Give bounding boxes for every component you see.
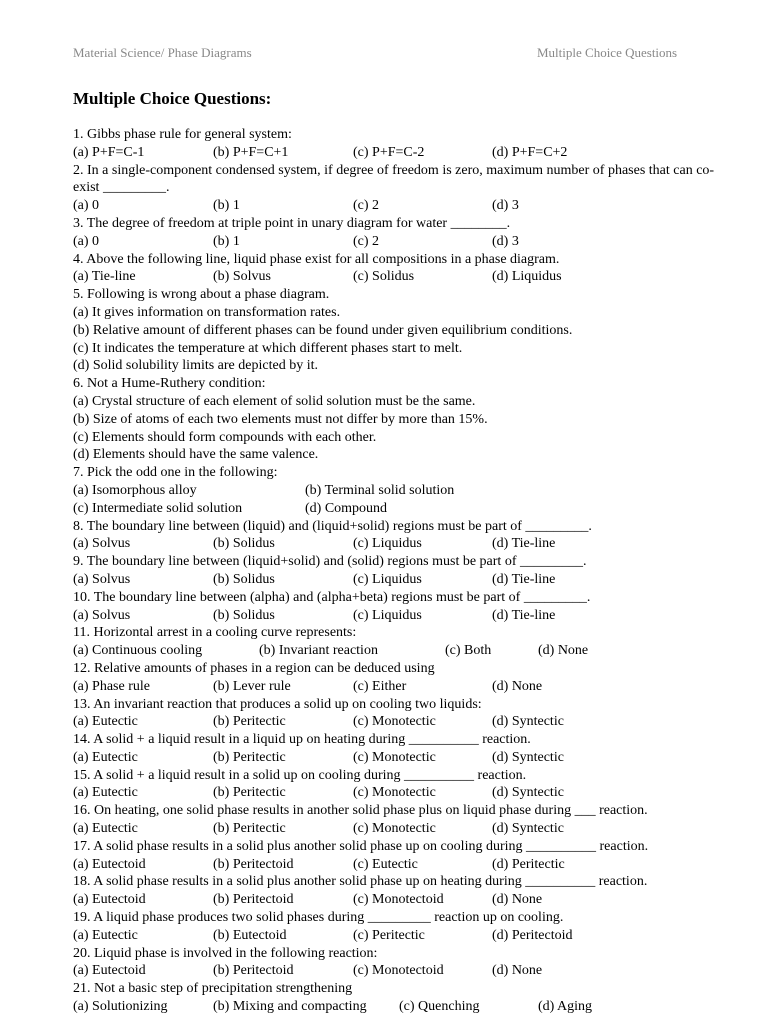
option: (d) Peritectoid — [492, 927, 573, 943]
option: (b) 1 — [213, 233, 240, 249]
option: (c) Monotectic — [353, 821, 436, 837]
option-row — [73, 500, 723, 518]
option-row — [73, 678, 723, 696]
option: (c) Both — [445, 643, 492, 659]
question-text: 18. A solid phase results in a solid plus another solid phase up on heating during __________ reaction. — [73, 874, 648, 890]
question-text: 8. The boundary line between (liquid) and (liquid+solid) regions must be part of _________. — [73, 518, 592, 534]
option: (d) Liquidus — [492, 269, 562, 285]
option: (b) Peritectic — [213, 821, 286, 837]
option: (a) Solutionizing — [73, 999, 168, 1015]
option: (a) Isomorphous alloy — [73, 482, 197, 498]
option-row — [73, 268, 723, 286]
option-row — [73, 784, 723, 802]
option: (d) None — [538, 643, 589, 659]
question-text: 12. Relative amounts of phases in a region can be deduced using — [73, 660, 435, 676]
option: (a) P+F=C-1 — [73, 144, 145, 160]
option-row — [73, 927, 723, 945]
option: (b) P+F=C+1 — [213, 144, 289, 160]
option: (d) Aging — [538, 999, 593, 1015]
option: (c) Liquidus — [353, 571, 422, 587]
question-text: 1. Gibbs phase rule for general system: — [73, 127, 292, 142]
option: (d) Syntectic — [492, 785, 564, 801]
option: (a) Tie-line — [73, 269, 136, 285]
option: (c) Intermediate solid solution — [73, 500, 243, 516]
option: (c) P+F=C-2 — [353, 144, 425, 160]
option: (b) Peritectic — [213, 785, 286, 801]
option: (b) Eutectoid — [213, 927, 287, 943]
option: (c) Monotectic — [353, 785, 436, 801]
option: (b) Relative amount of different phases can be found under given equilibrium conditions. — [73, 322, 573, 338]
option: (c) It indicates the temperature at which different phases start to melt. — [73, 340, 463, 356]
question-text: 10. The boundary line between (alpha) and (alpha+beta) regions must be part of _________. — [73, 589, 591, 605]
option: (a) Eutectoid — [73, 892, 146, 908]
option: (a) Crystal structure of each element of solid solution must be the same. — [73, 393, 476, 409]
option: (b) Mixing and compacting — [213, 999, 367, 1015]
option: (b) Lever rule — [213, 678, 291, 694]
option: (b) Terminal solid solution — [305, 482, 455, 498]
option: (a) 0 — [73, 198, 100, 214]
running-header-right: Multiple Choice Questions — [537, 45, 678, 60]
option-row — [73, 642, 723, 660]
option: (d) Compound — [305, 500, 388, 516]
option: (c) Eutectic — [353, 856, 418, 872]
running-header-left: Material Science/ Phase Diagrams — [73, 45, 252, 60]
option: (a) Continuous cooling — [73, 643, 203, 659]
question-text: 5. Following is wrong about a phase diagram. — [73, 287, 330, 303]
question-text: 6. Not a Hume-Ruthery condition: — [73, 376, 266, 392]
question-text: 20. Liquid phase is involved in the following reaction: — [73, 945, 378, 961]
option: (a) Solvus — [73, 607, 131, 623]
option: (d) Tie-line — [492, 607, 556, 623]
option: (d) Tie-line — [492, 536, 556, 552]
option: (d) None — [492, 963, 543, 979]
question-text: 11. Horizontal arrest in a cooling curve represents: — [73, 625, 357, 641]
question-text: 3. The degree of freedom at triple point in unary diagram for water ________. — [73, 215, 511, 231]
option: (a) Eutectic — [73, 749, 138, 765]
question-text: 21. Not a basic step of precipitation strengthening — [73, 981, 353, 997]
option: (a) Eutectoid — [73, 856, 146, 872]
option: (d) Syntectic — [492, 714, 564, 730]
question-text: 4. Above the following line, liquid phase exist for all compositions in a phase diagram. — [73, 251, 560, 267]
option-row — [73, 820, 723, 838]
option: (b) Solidus — [213, 571, 275, 587]
option: (d) Syntectic — [492, 821, 564, 837]
option: (a) Eutectic — [73, 785, 138, 801]
option: (b) Invariant reaction — [259, 643, 378, 659]
option: (c) Liquidus — [353, 607, 422, 623]
option: (c) Monotectic — [353, 749, 436, 765]
option: (c) Monotectic — [353, 714, 436, 730]
option-row — [73, 233, 723, 251]
option: (c) Peritectic — [353, 927, 425, 943]
option: (a) 0 — [73, 233, 100, 249]
option: (b) Peritectic — [213, 714, 286, 730]
option-row — [73, 197, 723, 215]
option: (d) Peritectic — [492, 856, 565, 872]
question-text: 13. An invariant reaction that produces a solid up on cooling two liquids: — [73, 696, 482, 712]
option: (b) Peritectoid — [213, 892, 294, 908]
option-row — [73, 749, 723, 767]
option: (c) Liquidus — [353, 536, 422, 552]
option: (c) 2 — [353, 198, 380, 214]
option: (a) It gives information on transformation rates. — [73, 304, 341, 320]
option: (d) Solid solubility limits are depicted by it. — [73, 358, 318, 374]
option: (c) 2 — [353, 233, 380, 249]
option: (a) Eutectic — [73, 927, 138, 943]
question-text: 7. Pick the odd one in the following: — [73, 465, 278, 481]
option-row — [73, 144, 723, 162]
option: (c) Either — [353, 678, 407, 694]
option: (b) Peritectoid — [213, 963, 294, 979]
option: (d) 3 — [492, 198, 519, 214]
question-text: 17. A solid phase results in a solid plus another solid phase up on cooling during __________ reaction. — [73, 838, 649, 854]
option: (b) Solidus — [213, 607, 275, 623]
option: (b) Peritectic — [213, 749, 286, 765]
option: (a) Solvus — [73, 536, 131, 552]
question-text: 14. A solid + a liquid result in a liquid up on heating during __________ reaction. — [73, 732, 531, 748]
option-row — [73, 535, 723, 553]
option: (d) 3 — [492, 233, 519, 249]
option: (d) Tie-line — [492, 571, 556, 587]
option: (a) Solvus — [73, 571, 131, 587]
option-row — [73, 713, 723, 731]
option: (d) Syntectic — [492, 749, 564, 765]
option-row — [73, 962, 723, 980]
question-list — [73, 126, 723, 1016]
option: (d) P+F=C+2 — [492, 144, 568, 160]
option-row — [73, 891, 723, 909]
option: (b) Solidus — [213, 536, 275, 552]
question-text: 19. A liquid phase produces two solid phases during _________ reaction up on cooling. — [73, 910, 564, 926]
option-row — [73, 998, 723, 1016]
option: (a) Phase rule — [73, 678, 150, 694]
option: (c) Solidus — [353, 269, 415, 285]
option: (b) Peritectoid — [213, 856, 294, 872]
option: (c) Monotectoid — [353, 892, 444, 908]
option-row — [73, 607, 723, 625]
option-row — [73, 856, 723, 874]
option: (c) Monotectoid — [353, 963, 444, 979]
page-title: Multiple Choice Questions: — [73, 89, 272, 108]
option: (b) Size of atoms of each two elements must not differ by more than 15%. — [73, 411, 488, 427]
option: (d) None — [492, 892, 543, 908]
option-row — [73, 482, 723, 500]
option: (c) Quenching — [399, 999, 480, 1015]
option: (a) Eutectic — [73, 714, 138, 730]
option: (d) None — [492, 678, 543, 694]
question-text: 9. The boundary line between (liquid+solid) and (solid) regions must be part of _________. — [73, 554, 587, 570]
question-text: 16. On heating, one solid phase results in another solid phase plus on liquid phase during ___ reaction. — [73, 803, 648, 819]
option: (c) Elements should form compounds with each other. — [73, 429, 377, 445]
question-text: 2. In a single-component condensed system, if degree of freedom is zero, maximum number of phases that can co-exist _________. — [73, 162, 715, 196]
option: (b) Solvus — [213, 269, 271, 285]
option: (b) 1 — [213, 198, 240, 214]
option-row — [73, 571, 723, 589]
option: (d) Elements should have the same valence. — [73, 447, 319, 463]
option: (a) Eutectoid — [73, 963, 146, 979]
option: (a) Eutectic — [73, 821, 138, 837]
question-text: 15. A solid + a liquid result in a solid up on cooling during __________ reaction. — [73, 767, 527, 783]
